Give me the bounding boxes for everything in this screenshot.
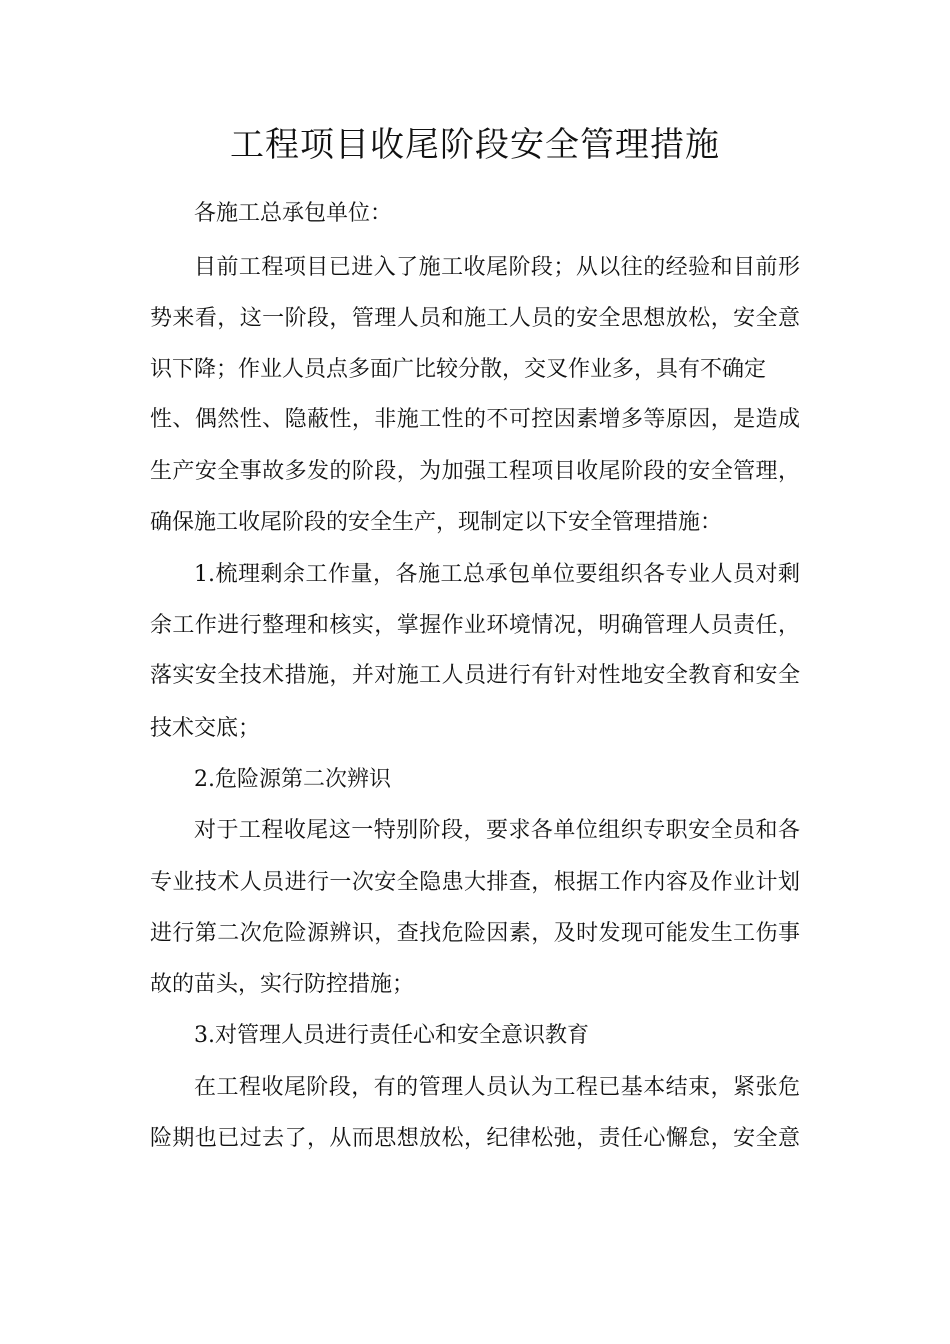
- section-heading: 2.危险源第二次辨识: [194, 767, 391, 792]
- paragraph-line: 在工程收尾阶段，有的管理人员认为工程已基本结束，紧张危: [194, 1075, 800, 1100]
- paragraph-line: 技术交底；: [150, 716, 261, 741]
- paragraph-line: 险期也已过去了，从而思想放松，纪律松弛，责任心懈怠，安全意: [150, 1126, 800, 1151]
- paragraph-line: 性、偶然性、隐蔽性，非施工性的不可控因素增多等原因，是造成: [150, 407, 800, 432]
- document-title: 工程项目收尾阶段安全管理措施: [230, 125, 720, 165]
- paragraph-line: 确保施工收尾阶段的安全生产，现制定以下安全管理措施：: [150, 510, 723, 535]
- paragraph-line: 生产安全事故多发的阶段，为加强工程项目收尾阶段的安全管理，: [150, 459, 800, 484]
- paragraph-line: 对于工程收尾这一特别阶段，要求各单位组织专职安全员和各: [194, 818, 800, 843]
- paragraph-line: 余工作进行整理和核实，掌握作业环境情况，明确管理人员责任，: [150, 613, 800, 638]
- paragraph-line: 专业技术人员进行一次安全隐患大排查，根据工作内容及作业计划: [150, 870, 800, 895]
- paragraph-line: 落实安全技术措施，并对施工人员进行有针对性地安全教育和安全: [150, 663, 800, 688]
- paragraph-line: 目前工程项目已进入了施工收尾阶段；从以往的经验和目前形: [194, 255, 800, 280]
- paragraph-line: 识下降；作业人员点多面广比较分散，交叉作业多，具有不确定: [150, 357, 767, 382]
- salutation-line: 各施工总承包单位：: [194, 201, 393, 226]
- paragraph-line: 进行第二次危险源辨识，查找危险因素，及时发现可能发生工伤事: [150, 921, 800, 946]
- paragraph-line: 故的苗头，实行防控措施；: [150, 972, 415, 997]
- section-heading: 3.对管理人员进行责任心和安全意识教育: [194, 1023, 589, 1048]
- paragraph-line: 势来看，这一阶段，管理人员和施工人员的安全思想放松，安全意: [150, 306, 800, 331]
- paragraph-line: 1.梳理剩余工作量，各施工总承包单位要组织各专业人员对剩: [194, 562, 800, 587]
